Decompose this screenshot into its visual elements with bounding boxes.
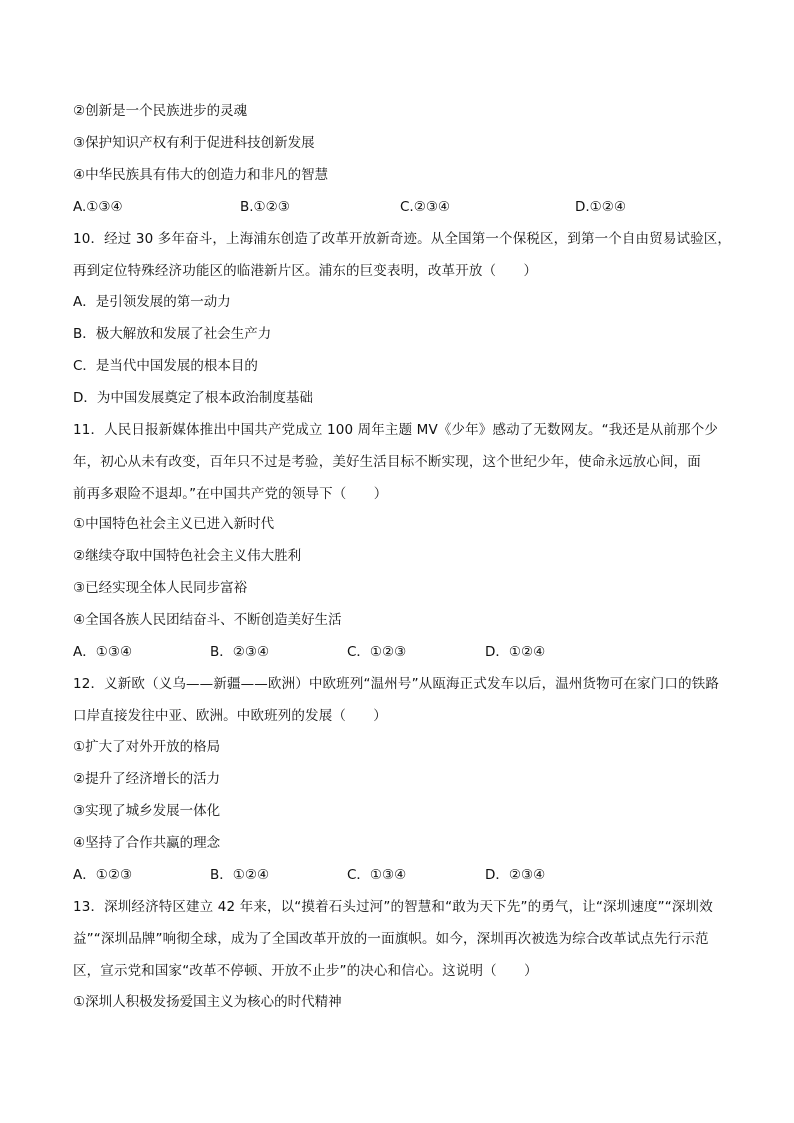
q12-option-a: A．①②③ bbox=[73, 867, 133, 883]
q12-statement-4: ④坚持了合作共赢的理念 bbox=[73, 835, 221, 851]
q9-option-d: D.①②④ bbox=[575, 199, 626, 215]
q12-statement-1: ①扩大了对外开放的格局 bbox=[73, 739, 221, 755]
q10-option-a: A．是引领发展的第一动力 bbox=[73, 294, 231, 310]
q12-statement-2: ②提升了经济增长的活力 bbox=[73, 771, 221, 787]
q10-option-d: D．为中国发展奠定了根本政治制度基础 bbox=[73, 390, 313, 406]
q10-stem-line-1: 10．经过 30 多年奋斗，上海浦东创造了改革开放新奇迹。从全国第一个保税区，到第一个自由贸易试验区， bbox=[73, 231, 732, 247]
q11-statement-3: ③已经实现全体人民同步富裕 bbox=[73, 580, 248, 596]
q13-stem-line-2: 益”“深圳品牌”响彻全球，成为了全国改革开放的一面旗帜。如今，深圳再次被选为综合改革试点先行示范 bbox=[73, 931, 709, 947]
q11-statement-2: ②继续夺取中国特色社会主义伟大胜利 bbox=[73, 548, 302, 564]
q11-option-d: D．①②④ bbox=[485, 644, 546, 660]
q13-stem-line-1: 13．深圳经济特区建立 42 年来，以“摸着石头过河”的智慧和“敢为天下先”的勇气，让“深圳速度”“深圳效 bbox=[73, 899, 713, 915]
q11-statement-1: ①中国特色社会主义已进入新时代 bbox=[73, 516, 275, 532]
q9-statement-4: ④中华民族具有伟大的创造力和非凡的智慧 bbox=[73, 167, 329, 183]
q11-stem-line-3: 前再多艰险不退却。”在中国共产党的领导下（ ） bbox=[73, 486, 388, 502]
q9-statement-2: ②创新是一个民族进步的灵魂 bbox=[73, 103, 248, 119]
q12-option-d: D．②③④ bbox=[485, 867, 546, 883]
q12-statement-3: ③实现了城乡发展一体化 bbox=[73, 803, 221, 819]
q11-option-c: C．①②③ bbox=[347, 644, 407, 660]
q11-option-a: A．①③④ bbox=[73, 644, 133, 660]
q9-option-c: C.②③④ bbox=[400, 199, 451, 215]
q11-stem-line-1: 11．人民日报新媒体推出中国共产党成立 100 周年主题 MV《少年》感动了无数网友。“我还是从前那个少 bbox=[73, 422, 718, 438]
q9-option-a: A.①③④ bbox=[73, 199, 123, 215]
q12-option-c: C．①③④ bbox=[347, 867, 407, 883]
q9-statement-3: ③保护知识产权有利于促进科技创新发展 bbox=[73, 135, 315, 151]
q13-statement-1: ①深圳人积极发扬爱国主义为核心的时代精神 bbox=[73, 994, 342, 1010]
q11-option-b: B．②③④ bbox=[210, 644, 270, 660]
q10-stem-line-2: 再到定位特殊经济功能区的临港新片区。浦东的巨变表明，改革开放（ ） bbox=[73, 263, 538, 279]
q11-stem-line-2: 年，初心从未有改变，百年只不过是考验，美好生活目标不断实现，这个世纪少年，使命永远放心间，面 bbox=[73, 454, 701, 470]
q12-option-b: B．①②④ bbox=[210, 867, 270, 883]
q11-statement-4: ④全国各族人民团结奋斗、不断创造美好生活 bbox=[73, 612, 342, 628]
q12-stem-line-1: 12．义新欧（义乌——新疆——欧洲）中欧班列“温州号”从瓯海正式发车以后，温州货物可在家门口的铁路 bbox=[73, 676, 720, 692]
q13-stem-line-3: 区，宣示党和国家“改革不停顿、开放不止步”的决心和信心。这说明（ ） bbox=[73, 963, 538, 979]
q10-option-b: B．极大解放和发展了社会生产力 bbox=[73, 326, 272, 342]
q9-option-b: B.①②③ bbox=[240, 199, 290, 215]
q10-option-c: C．是当代中国发展的根本目的 bbox=[73, 358, 258, 374]
q12-stem-line-2: 口岸直接发往中亚、欧洲。中欧班列的发展（ ） bbox=[73, 708, 387, 724]
